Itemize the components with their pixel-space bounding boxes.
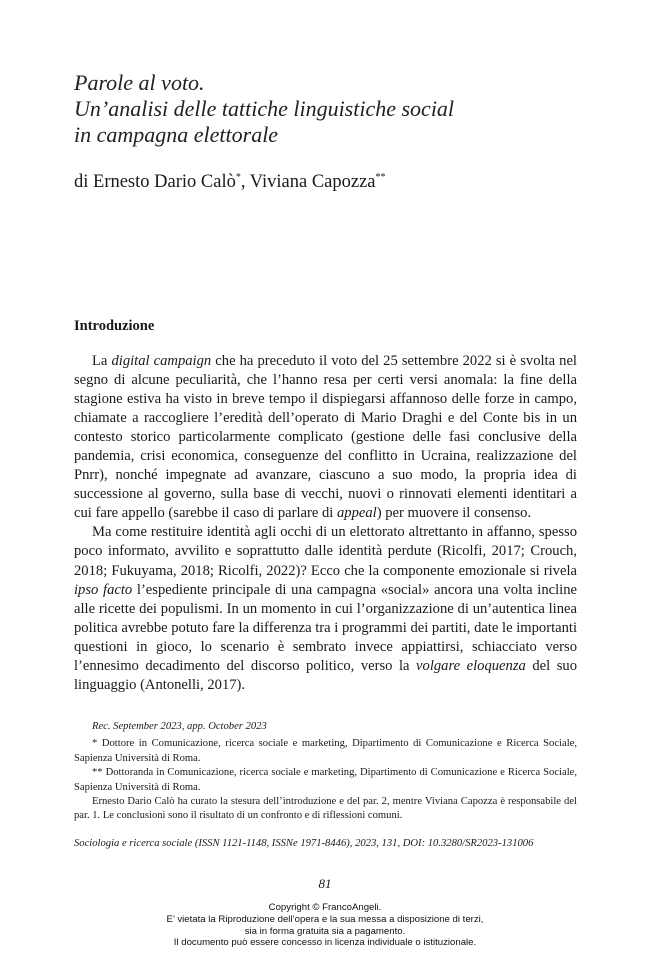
italic-term: volgare eloquenza: [416, 657, 526, 674]
copyright-line: Copyright © FrancoAngeli.: [268, 902, 382, 913]
footnote: ** Dottoranda in Comunicazione, ricerca sociale e marketing, Dipartimento di Comunicazione e Ricerca Sociale, Sapienza Università di Roma.: [74, 767, 577, 793]
text-run: l’espediente principale di una campagna «social» ancora una volta incline alle ricette dei populismi. In un momento in cui l’organizzazione di un’autentica linea politica avrebbe potuto fare la differenza tra i programmi dei partiti, date le importanti questioni in gioco, lo scenario è sembrato invece appiattirsi, schiacciato verso l’ennesimo decadimento del discorso politico, verso la: [74, 581, 578, 674]
journal-citation: Sociologia e ricerca sociale (ISSN 1121-1148, ISSNe 1971-8446), 2023, 131, DOI: 10.3280/SR2023-131006: [74, 838, 534, 849]
title-line: Parole al voto.: [74, 70, 205, 95]
italic-term: ipso facto: [74, 581, 133, 598]
copyright-notice: [0, 902, 650, 949]
author-line: [74, 166, 386, 194]
footnotes: [74, 720, 577, 824]
section-heading: Introduzione: [74, 318, 155, 334]
text-run: del suo linguaggio (Antonelli, 2017).: [74, 657, 577, 693]
body-text: [74, 352, 577, 695]
italic-term: appeal: [336, 505, 377, 522]
footnote-mark: *: [235, 172, 241, 183]
page-number: 81: [318, 876, 332, 891]
author-prefix: di Ernesto Dario Calò: [74, 172, 236, 192]
received-date: Rec. September 2023, app. October 2023: [92, 721, 267, 732]
author-separator: , Viviana Capozza: [240, 172, 376, 192]
title-line: Un’analisi delle tattiche linguistiche social: [74, 96, 455, 121]
body-paragraph: [74, 352, 577, 523]
footnote: Ernesto Dario Calò ha curato la stesura dell’introduzione e del par. 2, mentre Viviana Capozza è responsabile del par. 1. Le conclusioni sono il risultato di un confronto e di riflessioni comuni.: [74, 796, 577, 822]
body-paragraph: [74, 523, 577, 694]
text-run: Ma come restituire identità agli occhi di un elettorato altrettanto in affanno, spesso poco informato, avvilito e soprattutto dalle identità perdute (Ricolfi, 2017; Crouch, 2018; Fukuyama, 2018; Ricolfi, 2022)? Ecco che la componente emozionale si rivela: [74, 524, 577, 579]
italic-term: digital campaign: [111, 353, 212, 369]
text-run: che ha preceduto il voto del 25 settembre 2022 si è svolta nel segno di alcune peculiarità, che l’hanno resa per certi versi anomala: la fine della stagione estiva ha visto in breve tempo il dispiegarsi affannoso delle forze in campo, chiamate a raccogliere l’eredità dell’operato di Mario Draghi e del Conte bis in un contesto storico particolarmente complicato (gestione delle fasi conclusive della pandemia, crisi economica, conseguenze del conflitto in Ucraina, realizzazione del Pnrr), nonché impegnate ad avanzare, ciascuno a suo modo, la propria idea di successione al governo, sulla base di vecchi, nuovi o rinnovati elementi identitari a cui fare appello (sarebbe il caso di parlare di: [74, 353, 577, 522]
copyright-line: E’ vietata la Riproduzione dell’opera e la sua messa a disposizione di terzi,: [166, 913, 484, 925]
title-line: in campagna elettorale: [74, 122, 279, 147]
copyright-line: sia in forma gratuita sia a pagamento.: [244, 925, 406, 937]
copyright-line: Il documento può essere concesso in licenza individuale o istituzionale.: [173, 937, 477, 949]
footnote: * Dottore in Comunicazione, ricerca sociale e marketing, Dipartimento di Comunicazione e Ricerca Sociale, Sapienza Università di Roma.: [74, 738, 577, 764]
article-title: [74, 70, 574, 148]
footnote-mark: **: [375, 172, 386, 183]
text-run: La: [92, 353, 112, 369]
text-run: ) per muovere il consenso.: [376, 505, 532, 522]
